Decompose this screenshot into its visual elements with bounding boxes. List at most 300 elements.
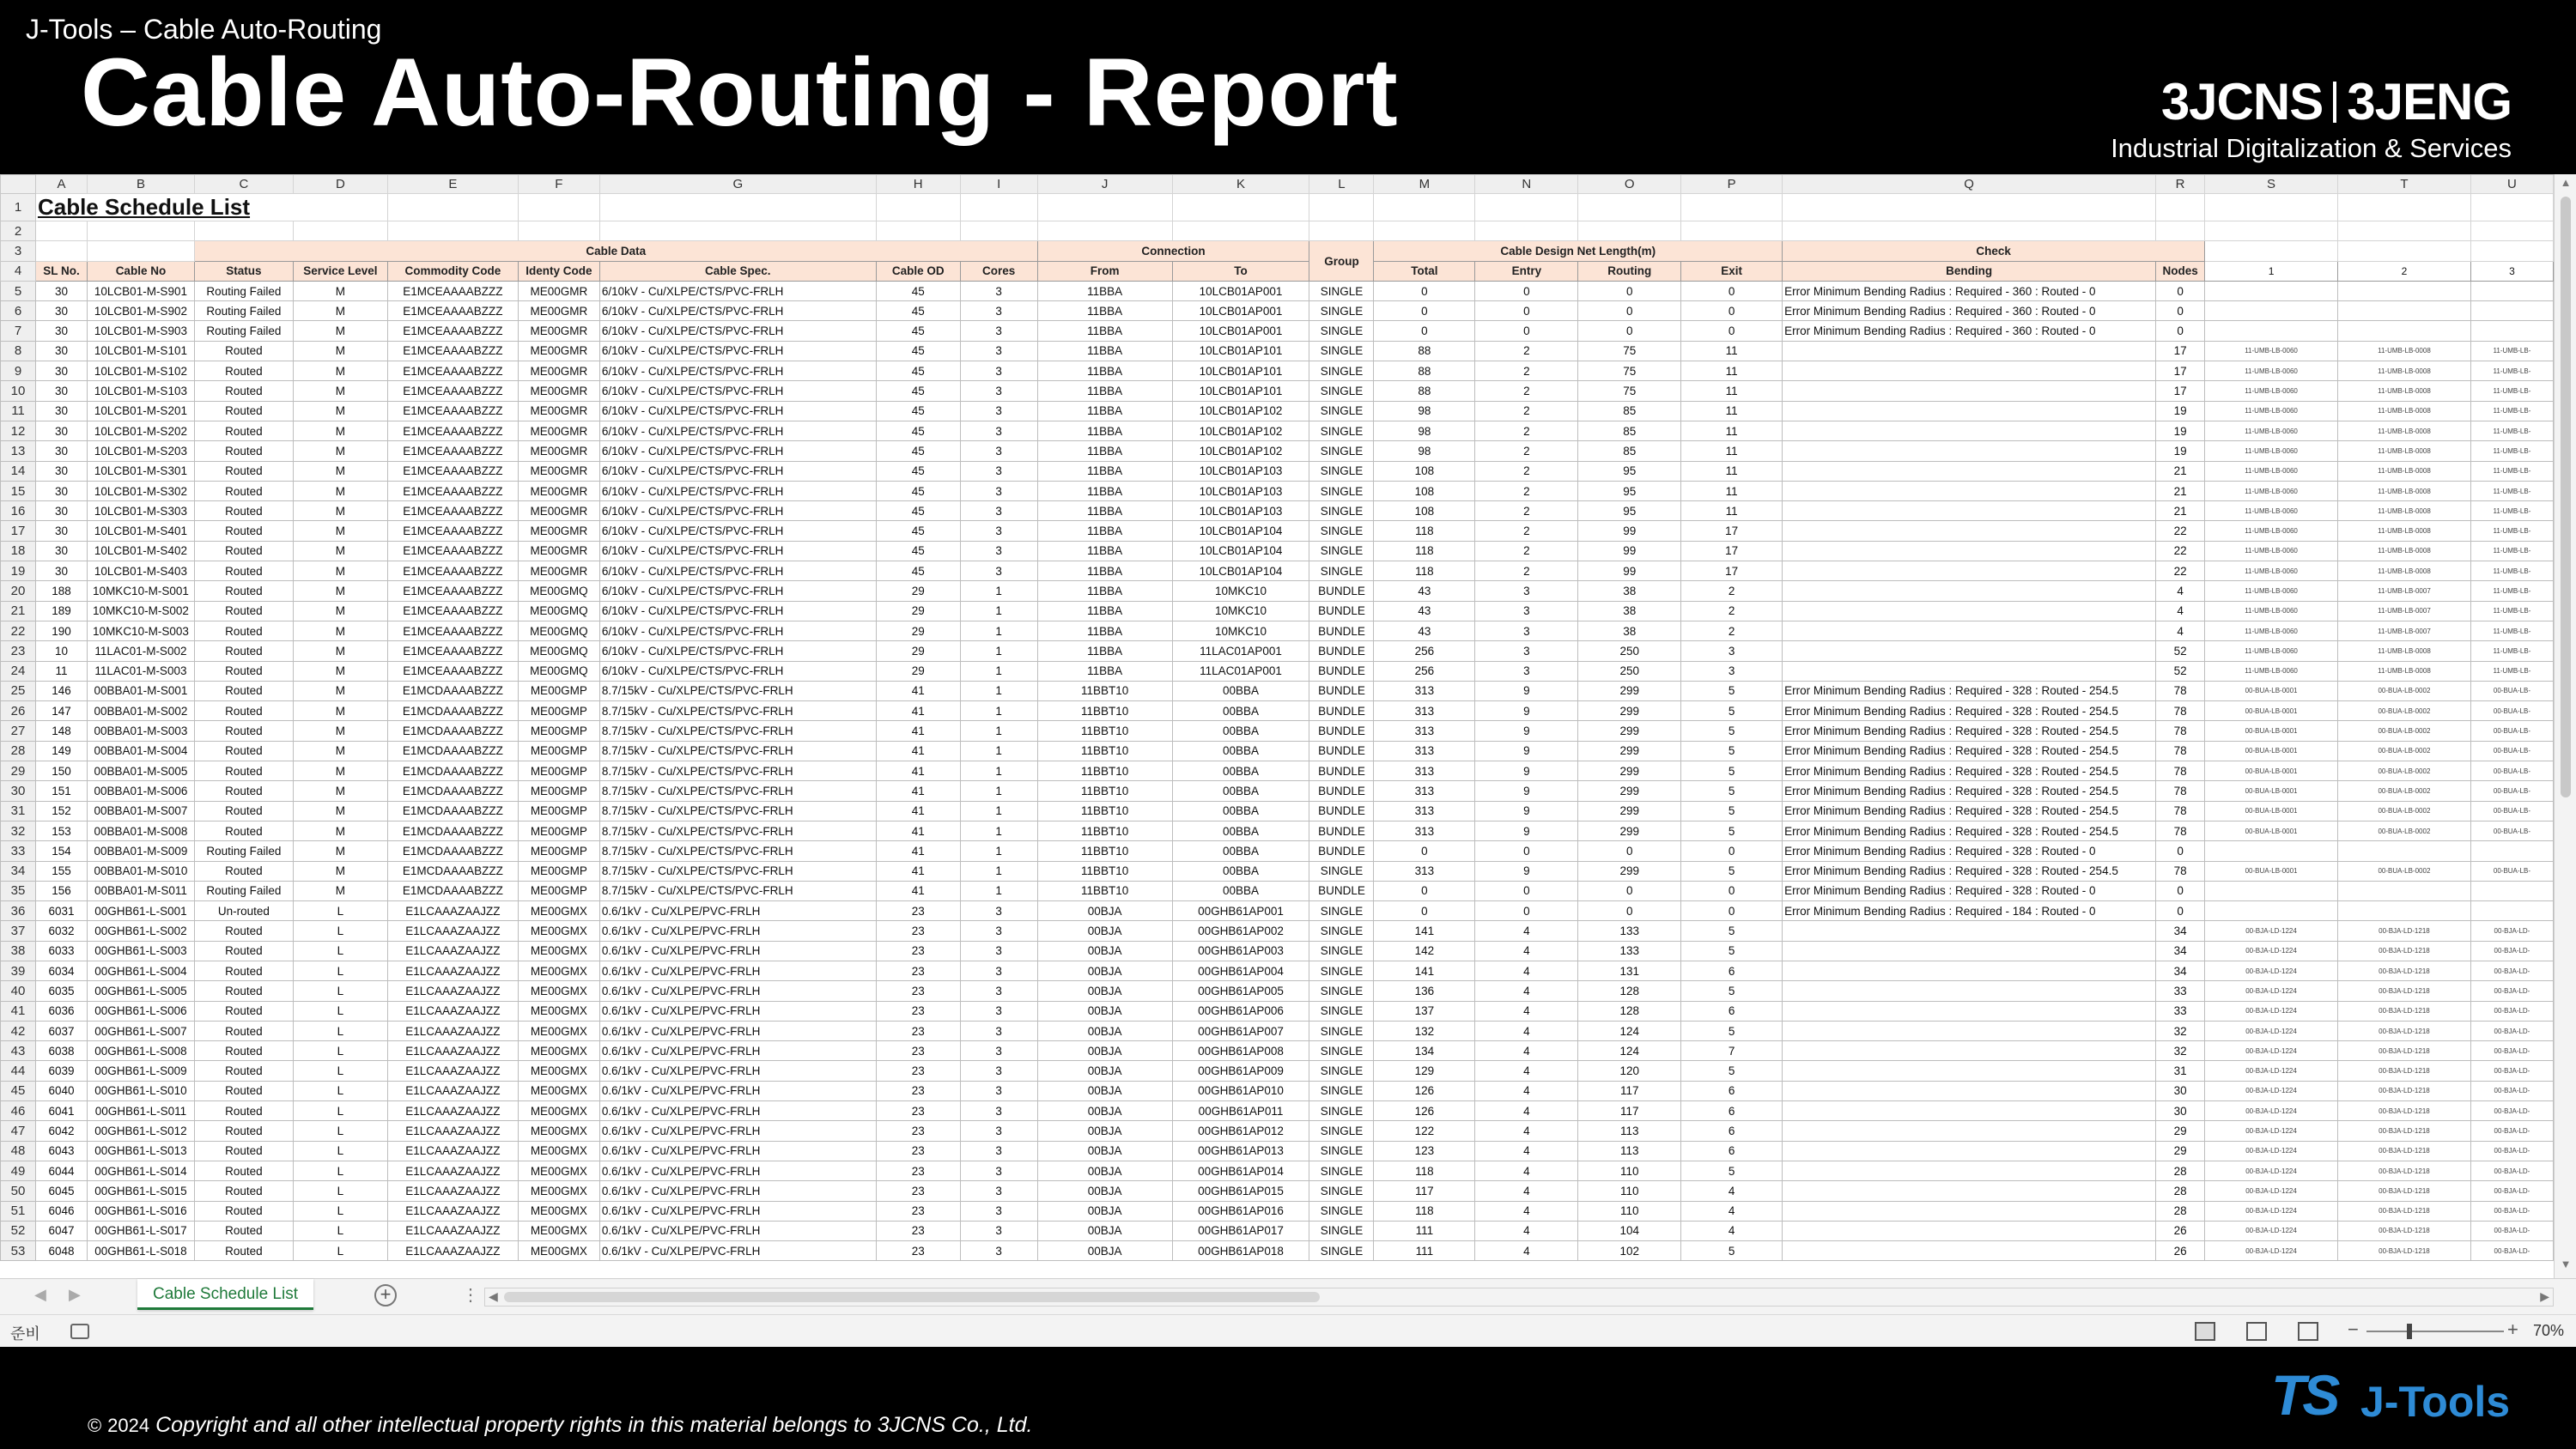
table-cell[interactable]: 3 [960,521,1037,541]
table-cell[interactable]: 11BBT10 [1037,741,1172,761]
table-cell[interactable] [1783,1001,2156,1021]
table-cell[interactable]: 11-UMB-LB-0060 [2205,621,2338,640]
table-cell[interactable]: 41 [876,781,960,801]
table-cell[interactable]: 188 [35,581,87,601]
table-cell[interactable]: 0 [2156,881,2205,900]
column-header-t[interactable]: T [2337,175,2470,194]
cell[interactable] [876,221,960,241]
table-cell[interactable] [1783,1021,2156,1040]
table-cell[interactable]: 23 [876,1081,960,1100]
table-cell[interactable]: 122 [1374,1121,1475,1141]
table-cell[interactable]: 17 [1681,541,1783,561]
table-cell[interactable]: 00-BJA-LD-1224 [2205,1021,2338,1040]
table-cell[interactable]: Routed [194,581,293,601]
table-cell[interactable]: 3 [960,1121,1037,1141]
table-cell[interactable]: L [293,1121,387,1141]
table-cell[interactable]: M [293,701,387,721]
table-cell[interactable]: 3 [960,1241,1037,1261]
table-cell[interactable]: 00-BJA-LD- [2470,921,2553,941]
table-cell[interactable]: 11BBA [1037,381,1172,401]
table-cell[interactable]: 299 [1578,861,1681,881]
table-cell[interactable]: SINGLE [1309,1061,1374,1081]
table-cell[interactable]: 00GHB61AP002 [1172,921,1309,941]
table-cell[interactable]: 00-BUA-LB-0002 [2337,781,2470,801]
table-cell[interactable]: Routed [194,921,293,941]
table-cell[interactable]: 30 [35,281,87,300]
table-cell[interactable]: 5 [1681,981,1783,1001]
table-cell[interactable]: 11BBT10 [1037,681,1172,700]
table-cell[interactable] [1783,1081,2156,1100]
table-cell[interactable]: E1LCAAAZAAJZZ [387,941,518,961]
table-cell[interactable]: 11-UMB-LB-0008 [2337,461,2470,481]
row-number-32[interactable]: 32 [1,821,36,840]
table-cell[interactable]: 28 [2156,1201,2205,1221]
table-cell[interactable]: 4 [2156,601,2205,621]
table-cell[interactable]: 3 [1475,661,1578,681]
tab-prev-icon[interactable]: ◀ [34,1286,46,1303]
table-cell[interactable]: SINGLE [1309,921,1374,941]
table-cell[interactable]: 00GHB61-L-S009 [87,1061,194,1081]
table-cell[interactable]: Routed [194,401,293,421]
table-cell[interactable]: 6/10kV - Cu/XLPE/CTS/PVC-FRLH [599,521,876,541]
table-cell[interactable]: 11BBA [1037,441,1172,461]
table-cell[interactable]: 78 [2156,781,2205,801]
table-cell[interactable]: 23 [876,1241,960,1261]
table-cell[interactable]: SINGLE [1309,1081,1374,1100]
cell[interactable] [1374,221,1475,241]
table-cell[interactable]: 0 [1374,881,1475,900]
table-cell[interactable]: 00-BJA-LD-1224 [2205,1161,2338,1180]
accessibility-icon[interactable] [70,1324,89,1339]
table-cell[interactable]: Routed [194,481,293,500]
table-cell[interactable]: 29 [876,581,960,601]
table-cell[interactable]: M [293,421,387,440]
table-cell[interactable]: 5 [1681,701,1783,721]
table-cell[interactable]: L [293,1001,387,1021]
table-cell[interactable]: E1MCDAAAABZZZ [387,841,518,861]
table-cell[interactable]: 45 [876,321,960,341]
row-number-14[interactable]: 14 [1,461,36,481]
table-cell[interactable] [2470,321,2553,341]
table-cell[interactable]: 98 [1374,401,1475,421]
table-cell[interactable]: E1MCDAAAABZZZ [387,721,518,741]
table-cell[interactable]: 3 [960,541,1037,561]
table-cell[interactable]: 6/10kV - Cu/XLPE/CTS/PVC-FRLH [599,501,876,521]
table-cell[interactable]: 30 [35,501,87,521]
table-cell[interactable]: 5 [1681,761,1783,781]
table-cell[interactable]: M [293,321,387,341]
table-cell[interactable]: Routed [194,681,293,700]
table-cell[interactable]: 11-UMB-LB-0008 [2337,541,2470,561]
table-cell[interactable]: 11BBA [1037,521,1172,541]
table-cell[interactable]: 00GHB61AP015 [1172,1181,1309,1201]
table-cell[interactable]: 11 [1681,441,1783,461]
table-cell[interactable]: 10LCB01AP103 [1172,501,1309,521]
normal-view-icon[interactable] [2195,1322,2215,1341]
table-cell[interactable]: 6/10kV - Cu/XLPE/CTS/PVC-FRLH [599,301,876,321]
table-cell[interactable]: 0 [2156,321,2205,341]
table-cell[interactable] [1783,1041,2156,1061]
table-cell[interactable]: 4 [1475,1101,1578,1121]
table-cell[interactable]: E1LCAAAZAAJZZ [387,921,518,941]
header-entry[interactable]: Entry [1475,261,1578,281]
table-cell[interactable]: 118 [1374,521,1475,541]
table-cell[interactable]: 29 [2156,1141,2205,1161]
table-cell[interactable]: 11BBA [1037,561,1172,581]
table-cell[interactable] [1783,1141,2156,1161]
table-cell[interactable]: 6037 [35,1021,87,1040]
table-cell[interactable]: 00BJA [1037,1021,1172,1040]
table-cell[interactable]: M [293,661,387,681]
row-number-25[interactable]: 25 [1,681,36,700]
row-number-31[interactable]: 31 [1,801,36,821]
table-cell[interactable]: 23 [876,1161,960,1180]
header-cable-od[interactable]: Cable OD [876,261,960,281]
table-cell[interactable]: 5 [1681,781,1783,801]
table-cell[interactable]: 6048 [35,1241,87,1261]
table-cell[interactable]: 0 [1374,841,1475,861]
table-cell[interactable]: M [293,781,387,801]
table-cell[interactable]: 75 [1578,341,1681,361]
table-cell[interactable]: 23 [876,1121,960,1141]
table-cell[interactable]: 6/10kV - Cu/XLPE/CTS/PVC-FRLH [599,621,876,640]
table-cell[interactable]: 11BBT10 [1037,881,1172,900]
table-cell[interactable]: 00GHB61AP017 [1172,1221,1309,1240]
table-cell[interactable]: 10LCB01AP102 [1172,401,1309,421]
table-cell[interactable]: 10LCB01AP103 [1172,461,1309,481]
table-cell[interactable]: Routed [194,1181,293,1201]
table-cell[interactable]: E1MCEAAAABZZZ [387,321,518,341]
table-cell[interactable]: 7 [1681,1041,1783,1061]
table-cell[interactable]: 5 [1681,801,1783,821]
table-cell[interactable]: 00GHB61AP005 [1172,981,1309,1001]
table-cell[interactable]: ME00GMX [518,1161,599,1180]
table-cell[interactable]: SINGLE [1309,901,1374,921]
table-cell[interactable]: E1LCAAAZAAJZZ [387,961,518,980]
table-cell[interactable]: 2 [1681,581,1783,601]
cell[interactable] [35,221,87,241]
table-cell[interactable]: 3 [960,981,1037,1001]
table-cell[interactable]: 146 [35,681,87,700]
column-header-j[interactable]: J [1037,175,1172,194]
table-cell[interactable]: 11-UMB-LB-0060 [2205,421,2338,440]
table-cell[interactable]: 9 [1475,701,1578,721]
table-cell[interactable]: 00-BUA-LB- [2470,741,2553,761]
table-cell[interactable]: 11-UMB-LB-0060 [2205,661,2338,681]
plus-circle-icon[interactable]: + [374,1284,397,1307]
table-cell[interactable]: 00-BJA-LD-1218 [2337,981,2470,1001]
table-cell[interactable]: ME00GMR [518,501,599,521]
table-cell[interactable] [1783,421,2156,440]
cell[interactable] [1172,194,1309,221]
table-cell[interactable]: ME00GMX [518,1081,599,1100]
table-cell[interactable] [1783,401,2156,421]
table-cell[interactable]: ME00GMX [518,1021,599,1040]
table-cell[interactable]: 4 [1475,1201,1578,1221]
table-cell[interactable]: 52 [2156,661,2205,681]
header-routing[interactable]: Routing [1578,261,1681,281]
table-cell[interactable]: 0 [2156,841,2205,861]
table-cell[interactable]: 3 [1475,581,1578,601]
table-cell[interactable] [2337,841,2470,861]
table-cell[interactable]: 6 [1681,1101,1783,1121]
table-cell[interactable]: 2 [1475,341,1578,361]
table-cell[interactable]: 10LCB01AP001 [1172,321,1309,341]
row-number-21[interactable]: 21 [1,601,36,621]
table-cell[interactable]: 00-BJA-LD-1224 [2205,1041,2338,1061]
table-cell[interactable]: 3 [960,1021,1037,1040]
table-cell[interactable]: 11-UMB-LB-0008 [2337,341,2470,361]
table-cell[interactable]: 30 [35,361,87,381]
table-cell[interactable]: 0 [2156,301,2205,321]
table-cell[interactable]: Error Minimum Bending Radius : Required - 328 : Routed - 254.5 [1783,781,2156,801]
table-cell[interactable]: 00GHB61-L-S007 [87,1021,194,1040]
cell[interactable] [2470,221,2553,241]
table-cell[interactable]: 6046 [35,1201,87,1221]
table-cell[interactable]: 0.6/1kV - Cu/XLPE/PVC-FRLH [599,1121,876,1141]
table-cell[interactable]: ME00GMX [518,1181,599,1201]
cell[interactable] [387,194,518,221]
table-cell[interactable]: 4 [1475,1121,1578,1141]
table-cell[interactable] [2205,881,2338,900]
cell[interactable] [2337,194,2470,221]
table-cell[interactable]: Error Minimum Bending Radius : Required - 328 : Routed - 254.5 [1783,761,2156,781]
table-cell[interactable]: 110 [1578,1201,1681,1221]
row-number-40[interactable]: 40 [1,981,36,1001]
table-cell[interactable]: E1LCAAAZAAJZZ [387,1001,518,1021]
table-cell[interactable]: 3 [960,441,1037,461]
table-cell[interactable]: 0.6/1kV - Cu/XLPE/PVC-FRLH [599,981,876,1001]
table-cell[interactable]: 00BJA [1037,1001,1172,1021]
table-cell[interactable]: SINGLE [1309,1101,1374,1121]
table-cell[interactable]: 299 [1578,721,1681,741]
table-cell[interactable]: M [293,741,387,761]
table-cell[interactable]: 0 [1578,841,1681,861]
table-cell[interactable]: ME00GMR [518,441,599,461]
table-cell[interactable]: 136 [1374,981,1475,1001]
table-cell[interactable]: 26 [2156,1241,2205,1261]
table-cell[interactable]: 00-BUA-LB- [2470,861,2553,881]
table-cell[interactable]: 10LCB01AP001 [1172,301,1309,321]
table-cell[interactable]: 10LCB01-M-S903 [87,321,194,341]
table-cell[interactable]: 23 [876,1221,960,1240]
table-cell[interactable]: ME00GMX [518,981,599,1001]
scroll-right-icon[interactable]: ▶ [2540,1289,2549,1303]
table-cell[interactable]: 10MKC10-M-S002 [87,601,194,621]
table-cell[interactable]: 5 [1681,921,1783,941]
zoom-out-button[interactable]: − [2348,1319,2359,1340]
table-cell[interactable]: 133 [1578,941,1681,961]
zoom-slider[interactable] [2366,1331,2504,1332]
table-cell[interactable]: 0 [1681,321,1783,341]
table-cell[interactable]: SINGLE [1309,381,1374,401]
table-cell[interactable]: 78 [2156,721,2205,741]
table-cell[interactable]: 00-BJA-LD-1224 [2205,1101,2338,1121]
table-cell[interactable] [1783,461,2156,481]
table-cell[interactable]: 43 [1374,601,1475,621]
table-cell[interactable]: Error Minimum Bending Radius : Required - 360 : Routed - 0 [1783,321,2156,341]
table-cell[interactable]: 00BJA [1037,1241,1172,1261]
table-cell[interactable]: 00-BUA-LB-0002 [2337,681,2470,700]
cell[interactable] [194,221,293,241]
table-cell[interactable] [2205,301,2338,321]
table-cell[interactable]: 29 [876,601,960,621]
table-cell[interactable]: ME00GMX [518,921,599,941]
table-cell[interactable]: 78 [2156,821,2205,840]
table-cell[interactable]: 22 [2156,541,2205,561]
table-cell[interactable]: 23 [876,1201,960,1221]
column-header-q[interactable]: Q [1783,175,2156,194]
table-cell[interactable]: 104 [1578,1221,1681,1240]
table-cell[interactable]: 8.7/15kV - Cu/XLPE/CTS/PVC-FRLH [599,701,876,721]
table-cell[interactable]: SINGLE [1309,561,1374,581]
table-cell[interactable]: 111 [1374,1221,1475,1240]
table-cell[interactable]: BUNDLE [1309,721,1374,741]
table-cell[interactable]: E1MCEAAAABZZZ [387,361,518,381]
table-cell[interactable]: 75 [1578,381,1681,401]
table-cell[interactable]: ME00GMR [518,321,599,341]
table-cell[interactable]: ME00GMP [518,681,599,700]
table-cell[interactable]: 4 [1475,1041,1578,1061]
table-cell[interactable]: 133 [1578,921,1681,941]
table-cell[interactable]: ME00GMQ [518,661,599,681]
table-cell[interactable]: BUNDLE [1309,661,1374,681]
table-cell[interactable]: 8.7/15kV - Cu/XLPE/CTS/PVC-FRLH [599,781,876,801]
table-cell[interactable]: 0 [2156,281,2205,300]
table-cell[interactable]: 4 [1475,1001,1578,1021]
table-cell[interactable] [2470,881,2553,900]
table-cell[interactable]: 141 [1374,961,1475,980]
table-cell[interactable]: E1LCAAAZAAJZZ [387,1201,518,1221]
cell[interactable] [599,194,876,221]
table-cell[interactable]: 00-BUA-LB- [2470,781,2553,801]
table-cell[interactable]: 00BBA01-M-S009 [87,841,194,861]
table-cell[interactable]: Routed [194,981,293,1001]
column-header-e[interactable]: E [387,175,518,194]
table-cell[interactable]: ME00GMP [518,841,599,861]
cell[interactable] [387,221,518,241]
table-cell[interactable]: 00BBA [1172,821,1309,840]
table-cell[interactable]: SINGLE [1309,861,1374,881]
table-cell[interactable]: Routing Failed [194,281,293,300]
table-cell[interactable]: 78 [2156,801,2205,821]
table-cell[interactable]: 10LCB01-M-S902 [87,301,194,321]
table-cell[interactable]: 32 [2156,1021,2205,1040]
table-cell[interactable]: E1MCEAAAABZZZ [387,401,518,421]
table-cell[interactable]: 00BBA [1172,801,1309,821]
table-cell[interactable]: 10 [35,641,87,661]
table-cell[interactable]: M [293,841,387,861]
table-cell[interactable]: 0 [1681,301,1783,321]
group-header-design-length[interactable]: Cable Design Net Length(m) [1374,241,1783,261]
table-cell[interactable]: 11-UMB-LB-0008 [2337,441,2470,461]
table-cell[interactable]: 11BBA [1037,661,1172,681]
table-cell[interactable]: 11LAC01AP001 [1172,661,1309,681]
table-cell[interactable]: E1MCDAAAABZZZ [387,701,518,721]
table-cell[interactable]: 117 [1374,1181,1475,1201]
table-cell[interactable]: 9 [1475,781,1578,801]
table-cell[interactable]: 11-UMB-LB-0007 [2337,601,2470,621]
table-cell[interactable]: 8.7/15kV - Cu/XLPE/CTS/PVC-FRLH [599,721,876,741]
table-cell[interactable]: BUNDLE [1309,841,1374,861]
cell[interactable] [293,194,387,221]
table-cell[interactable]: 00-BJA-LD- [2470,1181,2553,1201]
table-cell[interactable]: 45 [876,381,960,401]
table-cell[interactable]: ME00GMR [518,521,599,541]
table-cell[interactable]: 10LCB01AP104 [1172,541,1309,561]
table-cell[interactable]: 6/10kV - Cu/XLPE/CTS/PVC-FRLH [599,401,876,421]
table-cell[interactable]: 1 [960,601,1037,621]
table-cell[interactable]: 11BBA [1037,421,1172,440]
table-cell[interactable]: 9 [1475,721,1578,741]
table-cell[interactable]: 00BBA01-M-S010 [87,861,194,881]
table-cell[interactable]: Routing Failed [194,881,293,900]
table-cell[interactable]: Error Minimum Bending Radius : Required - 360 : Routed - 0 [1783,281,2156,300]
table-cell[interactable]: 123 [1374,1141,1475,1161]
table-cell[interactable]: E1MCDAAAABZZZ [387,821,518,840]
table-cell[interactable]: 00BJA [1037,1221,1172,1240]
table-cell[interactable]: 00-BUA-LB- [2470,701,2553,721]
table-cell[interactable]: 6/10kV - Cu/XLPE/CTS/PVC-FRLH [599,281,876,300]
table-cell[interactable]: Routed [194,1081,293,1100]
table-cell[interactable]: 0 [1681,901,1783,921]
table-cell[interactable]: Routed [194,521,293,541]
table-cell[interactable]: 3 [960,401,1037,421]
table-cell[interactable]: 00GHB61-L-S012 [87,1121,194,1141]
table-cell[interactable]: 98 [1374,421,1475,440]
row-number-9[interactable]: 9 [1,361,36,381]
table-cell[interactable]: 45 [876,441,960,461]
table-cell[interactable]: 1 [960,781,1037,801]
table-cell[interactable]: 30 [35,381,87,401]
table-cell[interactable]: 128 [1578,1001,1681,1021]
table-cell[interactable]: 1 [960,581,1037,601]
table-cell[interactable]: 2 [1475,481,1578,500]
cell[interactable] [876,194,960,221]
table-cell[interactable]: 78 [2156,741,2205,761]
table-cell[interactable]: 4 [1475,1021,1578,1040]
scroll-up-icon[interactable]: ▲ [2560,176,2572,189]
table-cell[interactable]: 10LCB01-M-S103 [87,381,194,401]
table-cell[interactable]: E1MCEAAAABZZZ [387,521,518,541]
table-cell[interactable]: M [293,501,387,521]
table-cell[interactable]: 32 [2156,1041,2205,1061]
table-cell[interactable]: 3 [960,921,1037,941]
table-cell[interactable]: 00-BJA-LD- [2470,1001,2553,1021]
table-cell[interactable]: BUNDLE [1309,581,1374,601]
table-cell[interactable]: 00GHB61-L-S014 [87,1161,194,1180]
table-cell[interactable]: 10LCB01AP103 [1172,481,1309,500]
header-bending[interactable]: Bending [1783,261,2156,281]
table-cell[interactable]: ME00GMP [518,801,599,821]
table-cell[interactable]: 6 [1681,1001,1783,1021]
table-cell[interactable]: 313 [1374,681,1475,700]
table-cell[interactable]: 8.7/15kV - Cu/XLPE/CTS/PVC-FRLH [599,741,876,761]
table-cell[interactable]: 8.7/15kV - Cu/XLPE/CTS/PVC-FRLH [599,861,876,881]
table-cell[interactable] [1783,641,2156,661]
table-cell[interactable]: Routed [194,501,293,521]
table-cell[interactable]: 6/10kV - Cu/XLPE/CTS/PVC-FRLH [599,601,876,621]
table-cell[interactable]: 00BBA01-M-S011 [87,881,194,900]
table-cell[interactable]: 19 [2156,421,2205,440]
table-cell[interactable]: 256 [1374,641,1475,661]
table-cell[interactable]: 11-UMB-LB-0008 [2337,401,2470,421]
row-number-37[interactable]: 37 [1,921,36,941]
table-cell[interactable]: 00GHB61AP004 [1172,961,1309,980]
table-cell[interactable]: 11-UMB-LB- [2470,401,2553,421]
table-cell[interactable]: 3 [960,281,1037,300]
table-cell[interactable]: 30 [2156,1081,2205,1100]
